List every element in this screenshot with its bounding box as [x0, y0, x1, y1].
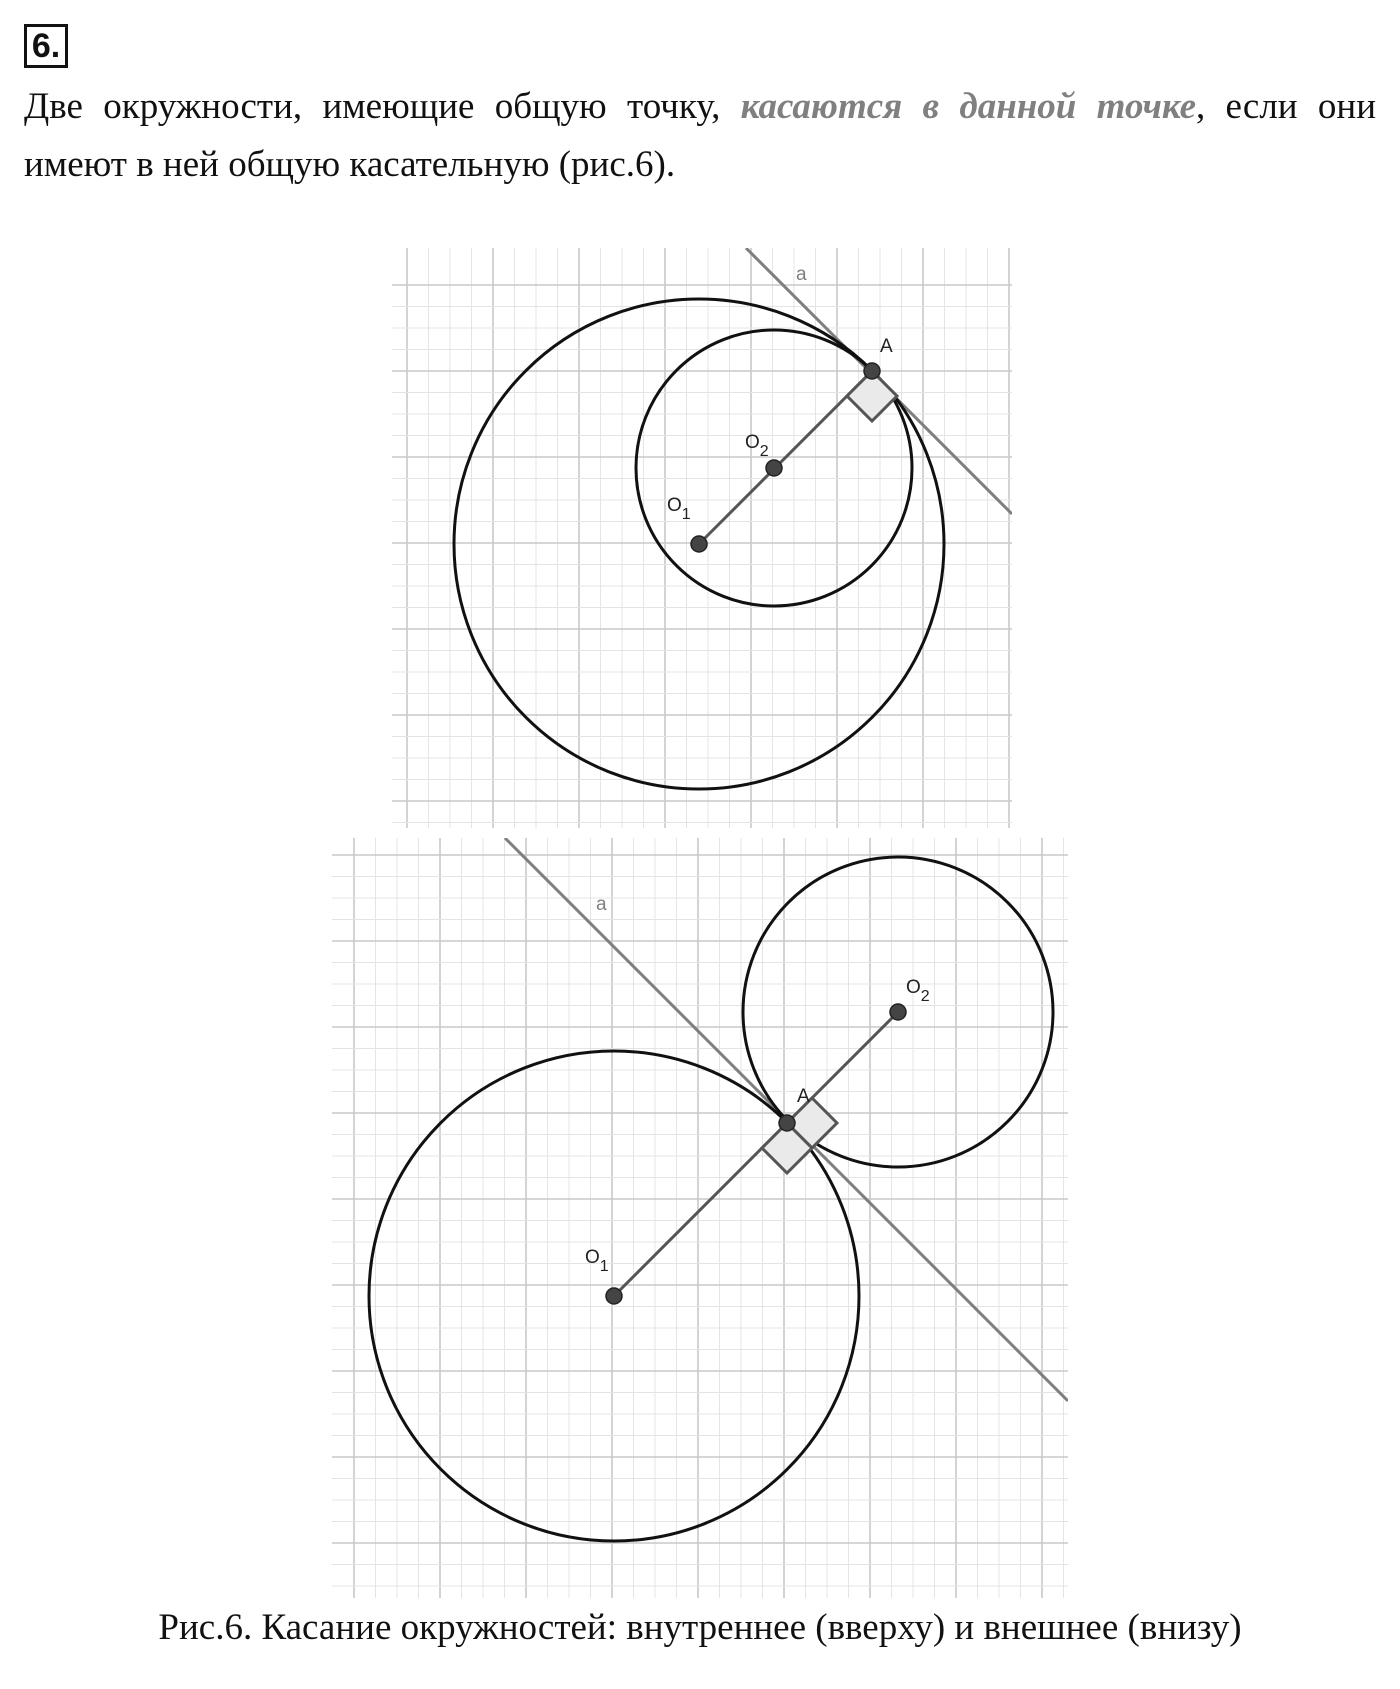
- label-line-a: a: [596, 894, 607, 915]
- label-o1-subscript: 1: [681, 506, 691, 523]
- point-a: [864, 363, 880, 379]
- definition-text-after: , если они имеют в ней общую касательную (рис.6).: [24, 86, 1376, 185]
- point-a: [779, 1115, 795, 1131]
- label-o2-subscript: 2: [920, 988, 930, 1005]
- label-o2: [745, 432, 769, 460]
- label-o2: [906, 977, 930, 1005]
- point-o1: [606, 1288, 622, 1304]
- figure-caption: Рис.6. Касание окружностей: внутреннее (вверху) и внешнее (внизу): [158, 1607, 1242, 1648]
- label-o2-letter: O: [745, 432, 760, 453]
- label-line-a: a: [796, 264, 807, 285]
- figure-external-tangency: [332, 838, 1068, 1598]
- point-o1: [691, 536, 707, 552]
- label-o2-letter: O: [906, 977, 921, 998]
- label-o1-letter: O: [585, 1247, 600, 1268]
- definition-text-before: Две окружности, имеющие общую точку,: [24, 86, 741, 127]
- label-point-a: A: [797, 1086, 810, 1107]
- label-o1-subscript: 1: [599, 1258, 609, 1275]
- label-point-a: A: [880, 336, 893, 357]
- label-o1: [585, 1247, 609, 1275]
- label-o1-letter: O: [667, 495, 682, 516]
- figure-internal-tangency: [392, 248, 1012, 828]
- definition-paragraph: [24, 78, 1376, 194]
- problem-number: 6.: [24, 24, 68, 68]
- grid: [332, 838, 1068, 1598]
- definition-term: касаются в данной точке: [740, 86, 1196, 127]
- label-o1: [667, 495, 691, 523]
- point-o2: [766, 460, 782, 476]
- label-o2-subscript: 2: [759, 443, 769, 460]
- point-o2: [890, 1004, 906, 1020]
